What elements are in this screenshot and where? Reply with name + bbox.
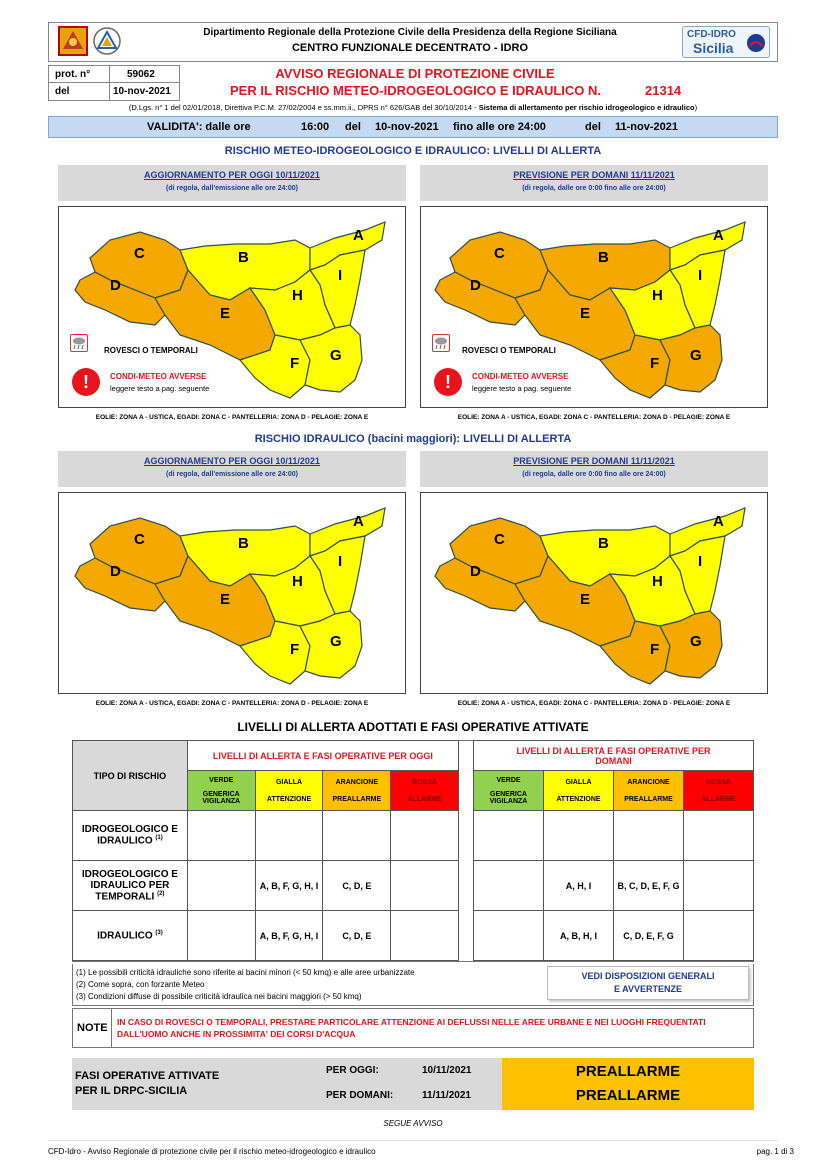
zone-label-g: G <box>330 347 342 364</box>
del-label: del <box>55 86 70 97</box>
zone-label-e: E <box>220 591 231 608</box>
row1-domani-rossa <box>684 811 754 861</box>
panel2-title: PREVISIONE PER DOMANI 11/11/2021 <box>513 170 675 180</box>
eolie-note: EOLIE: ZONA A - USTICA, EGADI: ZONA C - PANTELLERIA: ZONA D - PELAGIE: ZONA E <box>457 700 731 707</box>
zone-label-c: C <box>494 245 505 262</box>
prot-box <box>48 65 180 101</box>
legal-note-close: ) <box>694 103 698 112</box>
validity-to-label: fino alle ore 24:00 <box>453 121 546 133</box>
row3-domani-gialla: A, B, H, I <box>544 911 614 961</box>
panel1-title: AGGIORNAMENTO PER OGGI 10/11/2021 <box>144 170 320 180</box>
zone-label-b: B <box>238 249 249 266</box>
col-arancione <box>614 771 684 811</box>
rovesci-label: ROVESCI O TEMPORALI <box>462 346 556 355</box>
zone-label-e: E <box>580 591 591 608</box>
col-gialla-sub: ATTENZIONE <box>266 795 312 803</box>
note-1: (1) Le possibili criticità idrauliche sono riferite ai bacini minori (< 50 kmq) e alle aree urbanizzate <box>76 968 415 977</box>
fasi-domani-date: 11/11/2021 <box>422 1090 471 1101</box>
footer-left: CFD-Idro - Avviso Regionale di protezione civile per il rischio meteo-idrogeologico e idraulico <box>48 1147 376 1156</box>
zone-label-e: E <box>220 305 231 322</box>
row3-sup: (3) <box>155 929 163 936</box>
row3-oggi-arancione: C, D, E <box>323 911 391 961</box>
col-arancione-sub: PREALLARME <box>332 795 382 803</box>
zone-label-g: G <box>690 347 702 364</box>
vedi-line2: E AVVERTENZE <box>613 984 682 994</box>
zone-label-i: I <box>338 553 343 570</box>
row1-label-text: IDROGEOLOGICO E IDRAULICO <box>81 824 178 847</box>
zone-label-c: C <box>494 531 505 548</box>
panel4-sub: (di regola, dalle ore 0:00 fino alle ore 24:00) <box>522 471 666 478</box>
oggi-header: LIVELLI DI ALLERTA E FASI OPERATIVE PER OGGI <box>187 741 458 771</box>
col-gialla-sub: ATTENZIONE <box>556 795 601 803</box>
zone-label-i: I <box>698 553 703 570</box>
col-rossa-label: ROSSA <box>706 778 731 786</box>
validity-del2: del <box>585 121 601 133</box>
row1-domani-gialla <box>544 811 614 861</box>
col-gialla-label: GIALLA <box>275 778 303 786</box>
row1-oggi-verde <box>187 811 255 861</box>
zone-label-e: E <box>580 305 591 322</box>
note-text: IN CASO DI ROVESCI O TEMPORALI, PRESTARE PARTICOLARE ATTENZIONE AI DEFLUSSI NELLE AREE URBANE E NEI LUOGHI FREQUENTATI DALL'UOMO ANCHE IN PROSSIMITA' DEI CORSI D'ACQUA <box>117 1017 706 1039</box>
note-label: NOTE <box>77 1022 108 1034</box>
panel3-title: AGGIORNAMENTO PER OGGI 10/11/2021 <box>144 456 320 466</box>
condi-title: CONDI-METEO AVVERSE <box>472 372 569 381</box>
row3-oggi-gialla: A, B, F, G, H, I <box>255 911 323 961</box>
zone-label-h: H <box>652 573 663 590</box>
zone-label-h: H <box>652 287 663 304</box>
footer-divider <box>48 1140 778 1141</box>
eolie-note: EOLIE: ZONA A - USTICA, EGADI: ZONA C - PANTELLERIA: ZONA D - PELAGIE: ZONA E <box>95 414 369 421</box>
col-gialla <box>544 771 614 811</box>
centre-name: CENTRO FUNZIONALE DECENTRATO - IDRO <box>291 42 529 54</box>
row2-sup: (2) <box>157 890 165 897</box>
sicily-logo <box>58 26 88 56</box>
dept-name: Dipartimento Regionale della Protezione Civile della Presidenza della Regione Siciliana <box>203 27 617 38</box>
zone-label-f: F <box>650 355 660 372</box>
zone-label-c: C <box>134 245 145 262</box>
panel1-head <box>58 165 406 201</box>
row2-domani-gialla: A, H, I <box>544 861 614 911</box>
col-rossa-sub: ALLARME <box>407 795 442 803</box>
zone-label-a: A <box>713 227 724 244</box>
avviso-number: 21314 <box>645 83 682 98</box>
validity-from-time: 16:00 <box>301 121 330 133</box>
row3-oggi-rossa <box>391 911 459 961</box>
col-verde-label: VERDE <box>209 776 234 784</box>
col-rossa-label: ROSSA <box>412 778 438 786</box>
condi-sub: leggere testo a pag. seguente <box>110 384 210 393</box>
row1-label <box>73 811 188 861</box>
row1-sup: (1) <box>155 835 163 842</box>
zone-label-h: H <box>292 573 303 590</box>
row3-domani-verde <box>474 911 544 961</box>
zone-label-b: B <box>238 535 249 552</box>
panel3-sub: (di regola, dall'emissione alle ore 24:00) <box>166 471 298 478</box>
condi-title: CONDI-METEO AVVERSE <box>110 372 207 381</box>
row2-oggi-arancione: C, D, E <box>323 861 391 911</box>
col-gialla <box>255 771 323 811</box>
warning-icon: ! <box>434 368 462 396</box>
validity-bar <box>48 116 778 138</box>
col-arancione <box>323 771 391 811</box>
zone-label-i: I <box>698 267 703 284</box>
cfd-logo <box>682 26 770 58</box>
fasi-box <box>72 1058 754 1110</box>
tipo-header: TIPO DI RISCHIO <box>73 741 188 811</box>
row1-oggi-rossa <box>391 811 459 861</box>
validity-to-date: 11-nov-2021 <box>615 121 678 133</box>
col-verde <box>474 771 544 811</box>
zone-label-h: H <box>292 287 303 304</box>
zone-label-a: A <box>713 513 724 530</box>
cfd-logo-icon <box>746 33 766 53</box>
zone-label-f: F <box>650 641 660 658</box>
col-rossa <box>684 771 754 811</box>
storm-icon <box>70 334 88 352</box>
zone-label-f: F <box>290 355 300 372</box>
panel2-head <box>420 165 768 201</box>
fasi-oggi-value: PREALLARME <box>575 1063 681 1080</box>
fasi-label1: FASI OPERATIVE ATTIVATE <box>75 1070 220 1082</box>
row3-label <box>73 911 188 961</box>
col-arancione-label: ARANCIONE <box>335 778 379 786</box>
zone-label-d: D <box>110 277 121 294</box>
cfd-logo-bottom: Sicilia <box>693 40 734 56</box>
zone-label-d: D <box>110 563 121 580</box>
zone-label-c: C <box>134 531 145 548</box>
fasi-oggi-label: PER OGGI: <box>326 1065 379 1076</box>
zone-label-d: D <box>470 563 481 580</box>
vedi-line1: VEDI DISPOSIZIONI GENERALI <box>581 971 715 981</box>
row1-domani-arancione <box>614 811 684 861</box>
validity-label: VALIDITA': dalle ore <box>147 121 251 133</box>
zone-label-a: A <box>353 513 364 530</box>
legal-note-text: (D.Lgs. n° 1 del 02/01/2018, Direttiva P.C.M. 27/02/2004 e ss.mm.ii., DPRS n° 626/GAB del 30/10/2014 - <box>128 103 479 112</box>
col-verde-label: VERDE <box>496 776 521 784</box>
vedi-box[interactable] <box>547 966 749 1000</box>
row2-oggi-gialla: A, B, F, G, H, I <box>255 861 323 911</box>
row1-oggi-gialla <box>255 811 323 861</box>
storm-icon <box>432 334 450 352</box>
prot-label: prot. n° <box>55 69 91 80</box>
row3-oggi-verde <box>187 911 255 961</box>
zone-label-f: F <box>290 641 300 658</box>
zone-label-g: G <box>690 633 702 650</box>
cfd-logo-top: CFD-IDRO <box>687 29 736 40</box>
fasi-label2: PER IL DRPC-SICILIA <box>75 1085 188 1097</box>
validity-from-date: 10-nov-2021 <box>375 121 439 133</box>
validity-del1: del <box>345 121 361 133</box>
col-rossa-sub: ALLARME <box>701 795 736 803</box>
row3-label-text: IDRAULICO <box>97 930 153 942</box>
note-2: (2) Come sopra, con forzante Meteo <box>76 980 205 989</box>
row2-oggi-rossa <box>391 861 459 911</box>
rovesci-label: ROVESCI O TEMPORALI <box>104 346 198 355</box>
col-gialla-label: GIALLA <box>565 778 592 786</box>
col-verde <box>187 771 255 811</box>
row2-domani-arancione: B, C, D, E, F, G <box>614 861 684 911</box>
prot-value: 59062 <box>127 69 155 80</box>
panel4-head <box>420 451 768 487</box>
title-line1: AVVISO REGIONALE DI PROTEZIONE CIVILE <box>275 66 555 81</box>
zone-label-g: G <box>330 633 342 650</box>
row1-oggi-arancione <box>323 811 391 861</box>
note-box <box>72 1008 754 1048</box>
domani-header: LIVELLI DI ALLERTA E FASI OPERATIVE PER DOMANI <box>474 741 754 771</box>
section1-title: RISCHIO METEO-IDROGEOLOGICO E IDRAULICO: LIVELLI DI ALLERTA <box>224 145 602 157</box>
row1-domani-verde <box>474 811 544 861</box>
segue-avviso: SEGUE AVVISO <box>383 1119 443 1128</box>
note-3: (3) Condizioni diffuse di possibile criticità idraulica nei bacini maggiori (> 50 kmq) <box>76 992 362 1001</box>
map3 <box>70 496 400 692</box>
zone-label-b: B <box>598 535 609 552</box>
fasi-oggi-date: 10/11/2021 <box>422 1065 472 1076</box>
condi-sub: leggere testo a pag. seguente <box>472 384 572 393</box>
section2-title: RISCHIO IDRAULICO (bacini maggiori): LIVELLI DI ALLERTA <box>254 433 572 445</box>
levels-table-oggi <box>72 740 459 961</box>
col-arancione-sub: PREALLARME <box>624 795 673 803</box>
row3-domani-arancione: C, D, E, F, G <box>614 911 684 961</box>
protezione-civile-logo <box>92 26 122 56</box>
row2-domani-verde <box>474 861 544 911</box>
row2-oggi-verde <box>187 861 255 911</box>
levels-title: LIVELLI DI ALLERTA ADOTTATI E FASI OPERATIVE ATTIVATE <box>237 720 589 734</box>
row2-label-text: IDROGEOLOGICO E IDRAULICO PER TEMPORALI <box>81 868 178 903</box>
row2-label <box>73 861 188 911</box>
col-arancione-label: ARANCIONE <box>627 778 670 786</box>
col-rossa <box>391 771 459 811</box>
panel3-head <box>58 451 406 487</box>
title-line2: PER IL RISCHIO METEO-IDROGEOLOGICO E IDRAULICO N. <box>230 83 602 98</box>
col-verde-sub: GENERICA VIGILANZA <box>202 790 241 805</box>
fasi-domani-label: PER DOMANI: <box>326 1090 394 1101</box>
fasi-domani-value: PREALLARME <box>575 1087 681 1104</box>
col-verde-sub: GENERICA VIGILANZA <box>489 790 528 805</box>
panel1-sub: (di regola, dall'emissione alle ore 24:00) <box>166 185 298 192</box>
row2-domani-rossa <box>684 861 754 911</box>
legal-note <box>60 103 766 112</box>
panel2-sub: (di regola, dalle ore 0:00 fino alle ore 24:00) <box>522 185 666 192</box>
zone-label-a: A <box>353 227 364 244</box>
eolie-note: EOLIE: ZONA A - USTICA, EGADI: ZONA C - PANTELLERIA: ZONA D - PELAGIE: ZONA E <box>95 700 369 707</box>
panel4-title: PREVISIONE PER DOMANI 11/11/2021 <box>513 456 675 466</box>
footer-right: pag. 1 di 3 <box>756 1147 794 1156</box>
warning-icon: ! <box>72 368 100 396</box>
zone-label-i: I <box>338 267 343 284</box>
eolie-note: EOLIE: ZONA A - USTICA, EGADI: ZONA C - PANTELLERIA: ZONA D - PELAGIE: ZONA E <box>457 414 731 421</box>
levels-table-domani <box>473 740 754 961</box>
map4 <box>430 496 760 692</box>
legal-note-bold: Sistema di allertamento per rischio idrogeologico e idraulico <box>478 103 695 112</box>
del-value: 10-nov-2021 <box>113 86 171 97</box>
zone-label-b: B <box>598 249 609 266</box>
row3-domani-rossa <box>684 911 754 961</box>
zone-label-d: D <box>470 277 481 294</box>
